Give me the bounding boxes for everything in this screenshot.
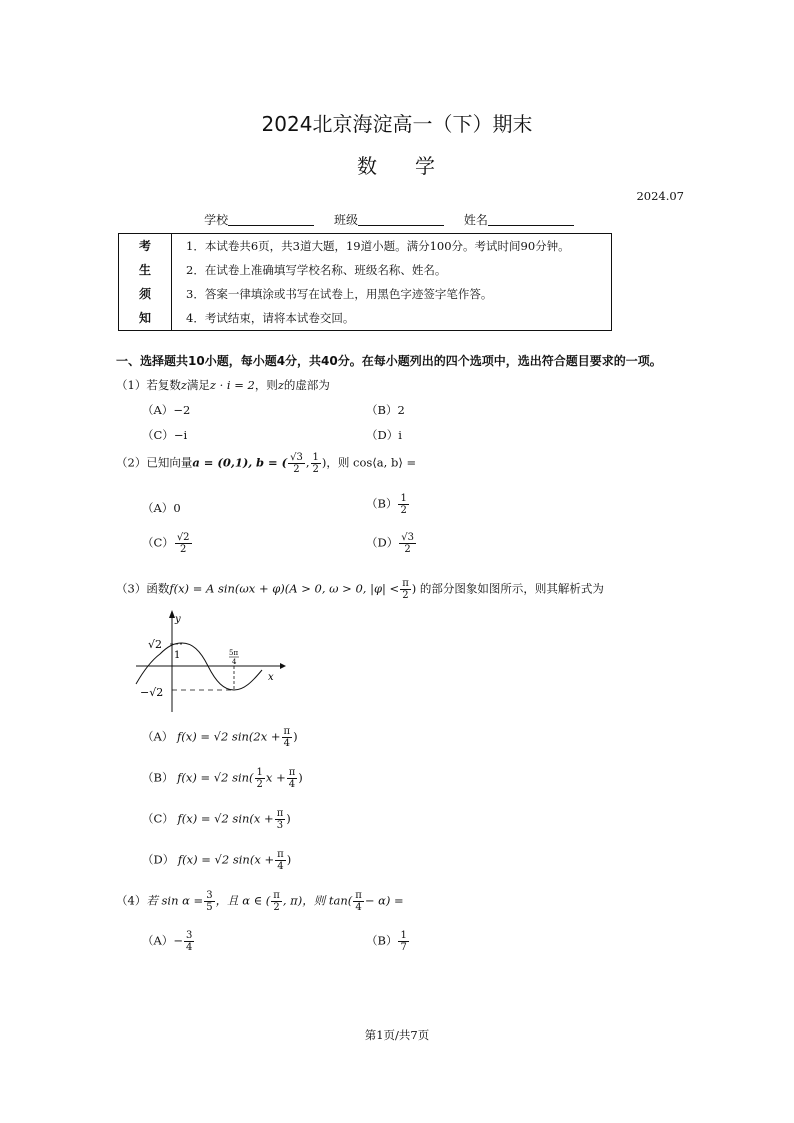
x-axis-arrow bbox=[280, 663, 286, 669]
notice-item: 3．答案一律填涂或书写在试卷上，用黑色字迹签字笔作答。 bbox=[186, 287, 493, 301]
q2-option-d[interactable] bbox=[366, 532, 417, 555]
notice-head-char: 考 bbox=[138, 239, 151, 253]
option-text: −2 bbox=[173, 403, 191, 417]
q2-text: ，则 cos⟨a, b⟩ = bbox=[326, 455, 417, 470]
q4-option-a[interactable] bbox=[142, 930, 195, 953]
question-number: （1） bbox=[116, 378, 147, 392]
question-number: （2） bbox=[116, 455, 147, 470]
fraction: $\frac{1}{2}$ bbox=[312, 452, 319, 475]
fraction: $\frac{\pi}{3}$ bbox=[276, 808, 284, 831]
fraction: $\frac{3}{5}$ bbox=[206, 890, 213, 913]
option-formula: f(x) = √2 sin(x + bbox=[177, 811, 274, 826]
question-3 bbox=[116, 578, 604, 601]
q1-text: ，则 bbox=[254, 378, 278, 392]
option-label: （D） bbox=[366, 428, 399, 442]
name-label: 姓名 bbox=[463, 213, 488, 227]
q1-text: 若复数 bbox=[146, 378, 181, 392]
q1-option-a[interactable] bbox=[142, 402, 190, 418]
option-label: （A） bbox=[142, 933, 174, 948]
q1-option-b[interactable] bbox=[366, 402, 405, 418]
q2-option-b[interactable] bbox=[366, 493, 410, 516]
option-formula: f(x) = √2 sin( bbox=[177, 770, 254, 785]
option-text: ) bbox=[298, 770, 303, 785]
option-label: （A） bbox=[142, 403, 174, 417]
q1-text: 的虚部为 bbox=[283, 378, 330, 392]
notice-head-char: 生 bbox=[138, 263, 151, 277]
option-label: （C） bbox=[142, 535, 174, 550]
question-1 bbox=[116, 377, 330, 393]
subject-char-2: 学 bbox=[415, 154, 437, 178]
q3-formula: f(x) = A sin(ωx + φ)(A > 0, ω > 0, |φ| < bbox=[169, 581, 400, 596]
q3-option-c[interactable] bbox=[142, 808, 291, 831]
question-2: （2）已知向量a = (0,1), b = ( $\frac{√3}{2}$ , $\frac{1}{2}$ )，则 cos⟨a, b⟩ = bbox=[116, 452, 417, 475]
q4-formula: ，且 α ∈ ( bbox=[215, 893, 271, 908]
graph-one-label: 1 bbox=[174, 650, 181, 661]
name-blank[interactable] bbox=[488, 213, 574, 226]
student-info-line bbox=[0, 211, 794, 228]
q3-text: 函数 bbox=[146, 581, 170, 596]
option-text: ) bbox=[286, 811, 291, 826]
fraction: $\frac{\pi}{4}$ bbox=[283, 726, 291, 749]
notice-item: 2．在试卷上准确填写学校名称、班级名称、姓名。 bbox=[186, 263, 447, 277]
school-label: 学校 bbox=[204, 213, 229, 227]
fraction: $\frac{√2}{2}$ bbox=[176, 532, 190, 555]
q1-option-c[interactable] bbox=[142, 427, 187, 443]
page-footer: 第1页/共7页 bbox=[364, 1028, 430, 1042]
question-number: （3） bbox=[116, 581, 147, 596]
notice-list bbox=[172, 234, 612, 331]
school-blank[interactable] bbox=[228, 213, 314, 226]
q3-text: ) 的部分图象如图所示，则其解析式为 bbox=[411, 581, 604, 596]
option-formula: f(x) = √2 sin(x + bbox=[177, 852, 275, 867]
option-formula: x + bbox=[265, 770, 286, 785]
option-sign: − bbox=[173, 933, 183, 948]
class-label: 班级 bbox=[333, 213, 358, 227]
q2-vector-a: a = (0,1), bbox=[192, 455, 253, 470]
q2-vector-b: b = ( bbox=[255, 455, 288, 470]
fraction: $\frac{\pi}{4}$ bbox=[355, 890, 362, 913]
notice-heading bbox=[119, 234, 172, 331]
option-label: （C） bbox=[142, 428, 174, 442]
graph-tick-den: 4 bbox=[232, 658, 237, 666]
fraction: $\frac{1}{7}$ bbox=[400, 930, 407, 953]
notice-item: 4．考试结束，请将本试卷交回。 bbox=[186, 311, 355, 325]
q3-option-a[interactable] bbox=[142, 726, 298, 749]
q4-formula: 若 sin α = bbox=[146, 893, 204, 908]
q1-text: 满足 bbox=[186, 378, 210, 392]
fraction: $\frac{√3}{2}$ bbox=[290, 452, 303, 475]
option-label: （C） bbox=[142, 811, 174, 826]
fraction: $\frac{1}{2}$ bbox=[400, 493, 407, 516]
q1-equation: z · i = 2 bbox=[209, 378, 255, 392]
option-label: （A） bbox=[142, 501, 174, 515]
option-label: （D） bbox=[366, 535, 399, 550]
option-label: （B） bbox=[142, 770, 174, 785]
graph-bottom-label: −√2 bbox=[140, 686, 164, 699]
subject-title bbox=[0, 150, 794, 179]
q4-formula: , π)，则 tan( bbox=[282, 893, 353, 908]
graph-top-label: √2 bbox=[148, 638, 163, 651]
option-label: （B） bbox=[366, 496, 398, 511]
fraction: $\frac{√3}{2}$ bbox=[401, 532, 414, 555]
fraction: $\frac{\pi}{2}$ bbox=[402, 578, 409, 601]
q1-var: z bbox=[180, 378, 187, 392]
option-label: （D） bbox=[142, 852, 175, 867]
option-label: （B） bbox=[366, 933, 398, 948]
question-4 bbox=[116, 890, 404, 913]
question-number: （4） bbox=[116, 893, 147, 908]
fraction: $\frac{\pi}{2}$ bbox=[273, 890, 280, 913]
notice-item: 1．本试卷共6页，共3道大题，19道小题。满分100分。考试时间90分钟。 bbox=[186, 239, 570, 253]
option-text: 0 bbox=[173, 501, 181, 515]
subject-char-1: 数 bbox=[357, 154, 379, 178]
exam-date: 2024.07 bbox=[636, 189, 684, 203]
q2-text: 已知向量 bbox=[146, 455, 193, 470]
fraction: $\frac{\pi}{4}$ bbox=[288, 767, 296, 790]
option-formula: f(x) = √2 sin(2x + bbox=[176, 729, 281, 744]
option-label: （A） bbox=[142, 729, 174, 744]
class-blank[interactable] bbox=[358, 213, 444, 226]
notice-head-char: 须 bbox=[138, 287, 151, 301]
option-text: ) bbox=[286, 852, 292, 867]
q1-option-d[interactable] bbox=[366, 427, 402, 443]
exam-notice-box bbox=[118, 233, 612, 331]
option-text: ) bbox=[293, 729, 298, 744]
q4-formula: − α) = bbox=[364, 893, 404, 908]
graph-x-label: x bbox=[268, 672, 274, 683]
q3-option-b[interactable] bbox=[142, 767, 303, 790]
q3-option-d[interactable] bbox=[142, 849, 291, 872]
option-text: −i bbox=[173, 428, 188, 442]
section-heading: 一、选择题共10小题，每小题4分，共40分。在每小题列出的四个选项中，选出符合题目要求的一项。 bbox=[116, 354, 662, 368]
option-text: i bbox=[398, 428, 402, 442]
fraction: $\frac{\pi}{4}$ bbox=[277, 849, 284, 872]
fraction: $\frac{1}{2}$ bbox=[256, 767, 263, 790]
page-title: 2024北京海淀高一（下）期末 bbox=[261, 112, 533, 136]
q1-var: z bbox=[277, 378, 284, 392]
q4-option-b[interactable] bbox=[366, 930, 410, 953]
graph-tick-num: 5π bbox=[229, 649, 239, 657]
q2-option-a[interactable] bbox=[142, 500, 181, 516]
fraction: $\frac{3}{4}$ bbox=[185, 930, 193, 953]
notice-head-char: 知 bbox=[138, 311, 151, 325]
graph-y-label: y bbox=[175, 614, 181, 625]
option-text: 2 bbox=[397, 403, 405, 417]
q3-sine-graph bbox=[134, 608, 286, 714]
option-label: （B） bbox=[366, 403, 398, 417]
q2-option-c[interactable] bbox=[142, 532, 193, 555]
